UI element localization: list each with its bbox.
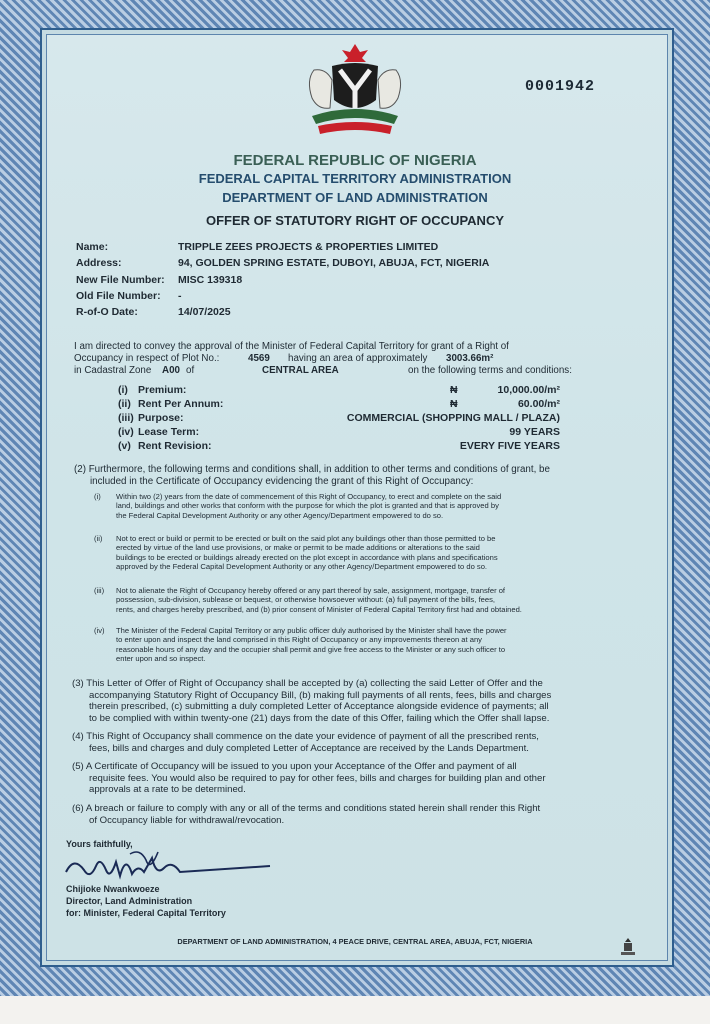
term-premium	[118, 384, 560, 398]
clause-6	[72, 803, 632, 826]
clause-2-line-2: included in the Certificate of Occupancy evidencing the grant of this Right of Occupancy:	[90, 476, 474, 487]
subclause-number: (iii)	[94, 586, 105, 595]
new-file-value: MISC 139318	[178, 274, 243, 286]
subclause-line: The Minister of the Federal Capital Territory or any public officer duly authorised by the Minister shall have the power	[116, 626, 507, 635]
term-value: EVERY FIVE YEARS	[459, 440, 560, 452]
subclause-i	[94, 492, 624, 520]
naira-sign: ₦	[450, 384, 458, 396]
intro-line-3c: on the following terms and conditions:	[408, 365, 572, 376]
subclause-line: possession, sub-division, sublease or bequest, or otherwise howsoever without: (a) full payment of the bills, fees,	[116, 595, 496, 605]
small-crest-icon	[618, 936, 638, 956]
term-value: 99 YEARS	[509, 426, 560, 438]
plot-area: 3003.66m²	[446, 353, 494, 364]
clause-3	[72, 678, 632, 724]
address-value: 94, GOLDEN SPRING ESTATE, DUBOYI, ABUJA, FCT, NIGERIA	[178, 257, 490, 269]
term-label: Premium:	[138, 384, 187, 396]
subclause-iii	[94, 586, 624, 614]
term-revision	[118, 440, 560, 454]
subclause-line: approved by the Federal Capital Development Authority or any other Agency/Department empowered to do so.	[116, 561, 488, 571]
rofo-date-value: 14/07/2025	[178, 306, 231, 318]
term-number: (v)	[118, 440, 131, 452]
heading-administration: FEDERAL CAPITAL TERRITORY ADMINISTRATION	[198, 171, 512, 186]
heading-department: DEPARTMENT OF LAND ADMINISTRATION	[222, 190, 488, 205]
term-lease	[118, 426, 560, 440]
intro-line-2b: having an area of approximately	[288, 353, 428, 364]
term-label: Purpose:	[138, 412, 184, 424]
clause-line: (4) This Right of Occupancy shall commence on the date your evidence of payment of all the prescribed rents,	[72, 731, 539, 742]
term-label: Lease Term:	[138, 426, 200, 438]
intro-line-2a: Occupancy in respect of Plot No.:	[74, 353, 220, 364]
term-value: 60.00/m²	[517, 398, 560, 410]
term-label: Rent Per Annum:	[138, 398, 224, 410]
subclause-line: erected by virtue of the land use provisions, or make or permit to be made additions or alterations to the said	[116, 543, 480, 553]
clause-line: (5) A Certificate of Occupancy will be issued to you upon your Acceptance of the Offer and payment of all	[72, 761, 517, 772]
subclause-line: buildings to be erected or buildings already erected on the plot except in accordance with plans and specifications	[116, 552, 498, 562]
clause-line: fees, bills and charges and duly completed Letter of Acceptance are received by the Lands Department.	[89, 742, 529, 754]
clause-line: accompanying Statutory Right of Occupancy Bill, (b) making full payments of all rents, fees, bills and charges	[89, 689, 552, 701]
old-file-label: Old File Number:	[76, 290, 161, 302]
clause-5	[72, 761, 632, 796]
subclause-line: Not to erect or build or permit to be erected or built on the said plot any buildings other than those permitted to be	[116, 534, 496, 543]
signature-image	[60, 846, 290, 886]
signatory-name: Chijioke Nwankwoeze	[66, 884, 160, 894]
subclause-ii	[94, 534, 624, 571]
clause-line: (6) A breach or failure to comply with any or all of the terms and conditions stated herein shall render this Right	[72, 803, 541, 814]
cadastral-zone: A00	[162, 365, 180, 376]
signatory-title: Director, Land Administration	[66, 896, 193, 906]
intro-line-1: I am directed to convey the approval of the Minister of Federal Capital Territory for grant of a Right of	[74, 341, 509, 352]
subclause-iv	[94, 626, 624, 663]
clause-line: to be complied with within twenty-one (21) days from the date of this Offer, failing which the Offer shall lapse.	[89, 712, 550, 724]
clause-line: (3) This Letter of Offer of Right of Occupancy shall be accepted by (a) collecting the said Letter of Offer and the	[72, 678, 543, 689]
name-label: Name:	[76, 241, 109, 253]
serial-number: 0001942	[525, 78, 596, 95]
clause-line: approvals at a rate to be determined.	[89, 784, 246, 796]
subclause-line: Within two (2) years from the date of commencement of this Right of Occupancy, to erect and complete on the said	[116, 492, 502, 501]
subclause-line: land, buildings and other works that conform with the purpose for which the plot is granted and that is approved by	[116, 501, 499, 511]
rofo-date-label: R-of-O Date:	[76, 306, 138, 318]
intro-line-3a: in Cadastral Zone	[74, 365, 152, 376]
subclause-line: Not to alienate the Right of Occupancy hereby offered or any part thereof by sale, assignment, mortgage, transfer of	[116, 586, 506, 595]
clause-line: requisite fees. You would also be required to pay for other fees, bills and charges for building plan and other	[89, 772, 546, 784]
subclause-number: (i)	[94, 492, 101, 501]
term-value: 10,000.00/m²	[497, 384, 560, 396]
term-rent	[118, 398, 560, 412]
subclause-number: (ii)	[94, 534, 103, 543]
term-value: COMMERCIAL (SHOPPING MALL / PLAZA)	[346, 412, 560, 424]
terms-list	[118, 384, 560, 454]
new-file-label: New File Number:	[76, 274, 165, 286]
term-number: (i)	[118, 384, 128, 396]
address-label: Address:	[76, 257, 122, 269]
subclause-number: (iv)	[94, 626, 105, 635]
salutation: Yours faithfully,	[66, 839, 133, 849]
footer-address: DEPARTMENT OF LAND ADMINISTRATION, 4 PEACE DRIVE, CENTRAL AREA, ABUJA, FCT, NIGERIA	[177, 937, 533, 946]
clause-line: of Occupancy liable for withdrawal/revocation.	[89, 814, 285, 826]
term-number: (iii)	[118, 412, 134, 424]
name-value: TRIPPLE ZEES PROJECTS & PROPERTIES LIMITED	[178, 241, 439, 253]
clause-line: therein prescribed, (c) submitting a duly completed Letter of Acceptance alongside evidence of payments; all	[89, 701, 549, 713]
subclause-line: enter upon and so inspect.	[116, 653, 206, 663]
clause-4	[72, 731, 632, 754]
old-file-value: -	[178, 290, 182, 302]
term-number: (iv)	[118, 426, 134, 438]
signatory-for: for: Minister, Federal Capital Territory	[66, 908, 226, 918]
subclause-line: rents, and charges hereby prescribed, and (b) prior consent of Minister of Federal Capital Territory first had and obtained.	[116, 604, 522, 614]
plot-number: 4569	[248, 353, 270, 364]
term-purpose	[118, 412, 560, 426]
clause-2-line-1: (2) Furthermore, the following terms and conditions shall, in addition to other terms and conditions of grant, be	[74, 464, 550, 475]
naira-sign: ₦	[450, 398, 458, 410]
intro-line-3b: of	[186, 365, 195, 376]
term-label: Rent Revision:	[138, 440, 212, 452]
subclause-line: reasonable hours of any day and the occupier shall permit and give free access to the Minister or any such officer to	[116, 644, 506, 654]
coat-of-arms-icon	[294, 40, 416, 140]
subclause-line: to enter upon and inspect the land comprised in this Right of Occupancy or any improvements thereon at any	[116, 635, 482, 645]
subclause-line: the Federal Capital Development Authority or any other Agency/Department empowered to do so.	[116, 510, 444, 520]
district-name: CENTRAL AREA	[262, 365, 339, 376]
document-title: OFFER OF STATUTORY RIGHT OF OCCUPANCY	[205, 213, 505, 228]
term-number: (ii)	[118, 398, 131, 410]
heading-country: FEDERAL REPUBLIC OF NIGERIA	[233, 152, 477, 169]
